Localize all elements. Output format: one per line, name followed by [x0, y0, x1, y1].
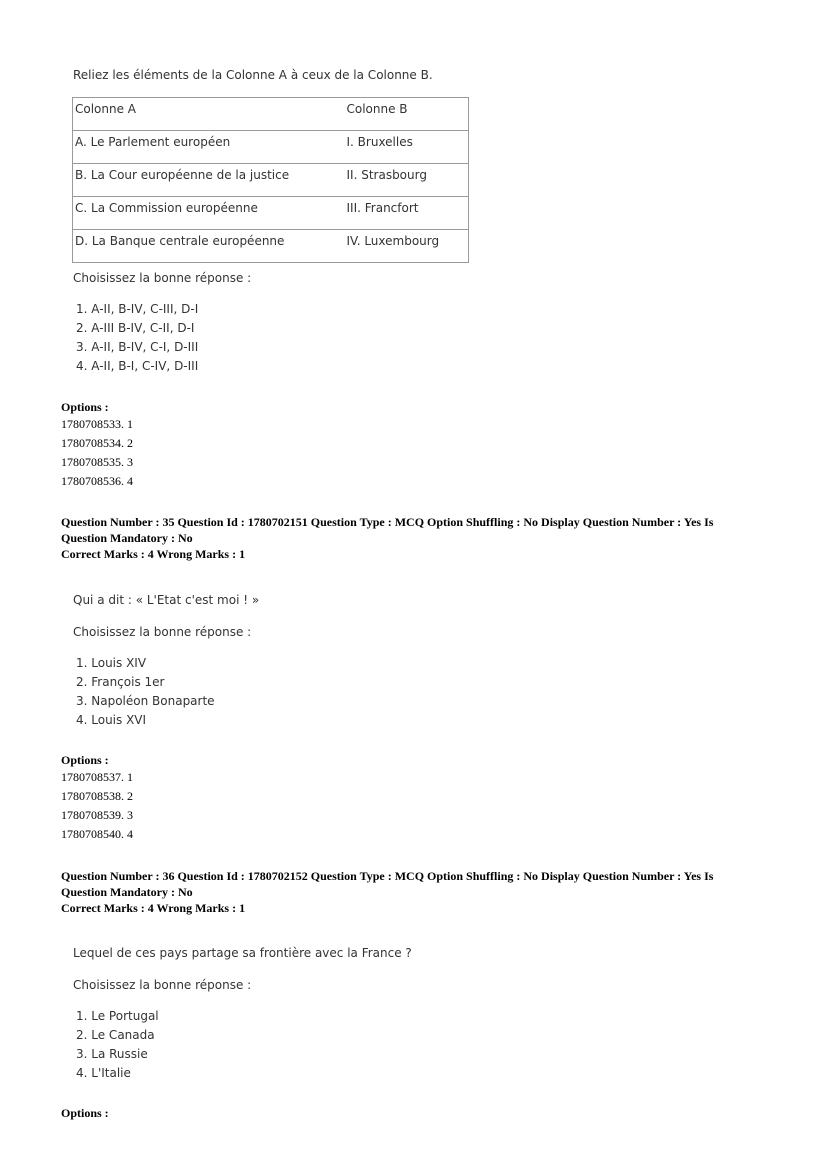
choice-item: 2. A-III B-IV, C-II, D-I — [76, 321, 195, 335]
question-meta-line: Question Number : 35 Question Id : 1780702151 Question Type : MCQ Option Shuffling : No Display Question Number : Yes Is — [61, 515, 714, 529]
q36-question: Lequel de ces pays partage sa frontière avec la France ? — [73, 946, 412, 960]
q36-choices — [76, 1007, 159, 1083]
choice-item: 1. Le Portugal — [76, 1009, 159, 1023]
table-row — [73, 131, 469, 164]
table-cell: II. Strasbourg — [345, 164, 469, 197]
option-item: 1780708535. 3 — [61, 455, 133, 469]
q36-prompt: Choisissez la bonne réponse : — [73, 978, 252, 992]
q36-header — [61, 868, 761, 916]
q34-options — [61, 415, 133, 491]
table-cell: B. La Cour européenne de la justice — [73, 164, 345, 197]
option-item: 1780708539. 3 — [61, 808, 133, 822]
q34-options-label: Options : — [61, 400, 109, 414]
table-row — [73, 164, 469, 197]
question-meta-line: Correct Marks : 4 Wrong Marks : 1 — [61, 547, 246, 561]
q35-options-label: Options : — [61, 753, 109, 767]
choice-item: 4. L'Italie — [76, 1066, 131, 1080]
option-item: 1780708538. 2 — [61, 789, 133, 803]
choice-item: 2. Le Canada — [76, 1028, 155, 1042]
table-header-row — [73, 98, 469, 131]
choice-item: 3. A-II, B-IV, C-I, D-III — [76, 340, 199, 354]
q34-choices — [76, 300, 198, 376]
table-header-cell: Colonne A — [73, 98, 345, 131]
q35-question: Qui a dit : « L'Etat c'est moi ! » — [73, 593, 260, 607]
question-meta-line: Question Number : 36 Question Id : 1780702152 Question Type : MCQ Option Shuffling : No Display Question Number : Yes Is — [61, 869, 714, 883]
q34-prompt: Choisissez la bonne réponse : — [73, 271, 252, 285]
option-item: 1780708533. 1 — [61, 417, 133, 431]
choice-item: 3. Napoléon Bonaparte — [76, 694, 215, 708]
table-cell: D. La Banque centrale européenne — [73, 230, 345, 263]
q35-prompt: Choisissez la bonne réponse : — [73, 625, 252, 639]
q35-options — [61, 768, 133, 844]
table-header-cell: Colonne B — [345, 98, 469, 131]
q36-options-label: Options : — [61, 1106, 109, 1120]
table-row — [73, 197, 469, 230]
choice-item: 3. La Russie — [76, 1047, 148, 1061]
option-item: 1780708537. 1 — [61, 770, 133, 784]
table-cell: C. La Commission européenne — [73, 197, 345, 230]
choice-item: 1. Louis XIV — [76, 656, 147, 670]
question-meta-line: Question Mandatory : No — [61, 885, 193, 899]
option-item: 1780708534. 2 — [61, 436, 133, 450]
question-meta-line: Question Mandatory : No — [61, 531, 193, 545]
table-cell: I. Bruxelles — [345, 131, 469, 164]
option-item: 1780708536. 4 — [61, 474, 133, 488]
choice-item: 4. Louis XVI — [76, 713, 147, 727]
choice-item: 1. A-II, B-IV, C-III, D-I — [76, 302, 199, 316]
table-cell: A. Le Parlement européen — [73, 131, 345, 164]
table-cell: III. Francfort — [345, 197, 469, 230]
table-cell: IV. Luxembourg — [345, 230, 469, 263]
match-table — [72, 97, 469, 263]
table-row — [73, 230, 469, 263]
q35-header — [61, 514, 761, 562]
question-meta-line: Correct Marks : 4 Wrong Marks : 1 — [61, 901, 246, 915]
q34-intro: Reliez les éléments de la Colonne A à ceux de la Colonne B. — [73, 68, 433, 82]
q35-choices — [76, 654, 215, 730]
option-item: 1780708540. 4 — [61, 827, 133, 841]
choice-item: 4. A-II, B-I, C-IV, D-III — [76, 359, 199, 373]
choice-item: 2. François 1er — [76, 675, 165, 689]
